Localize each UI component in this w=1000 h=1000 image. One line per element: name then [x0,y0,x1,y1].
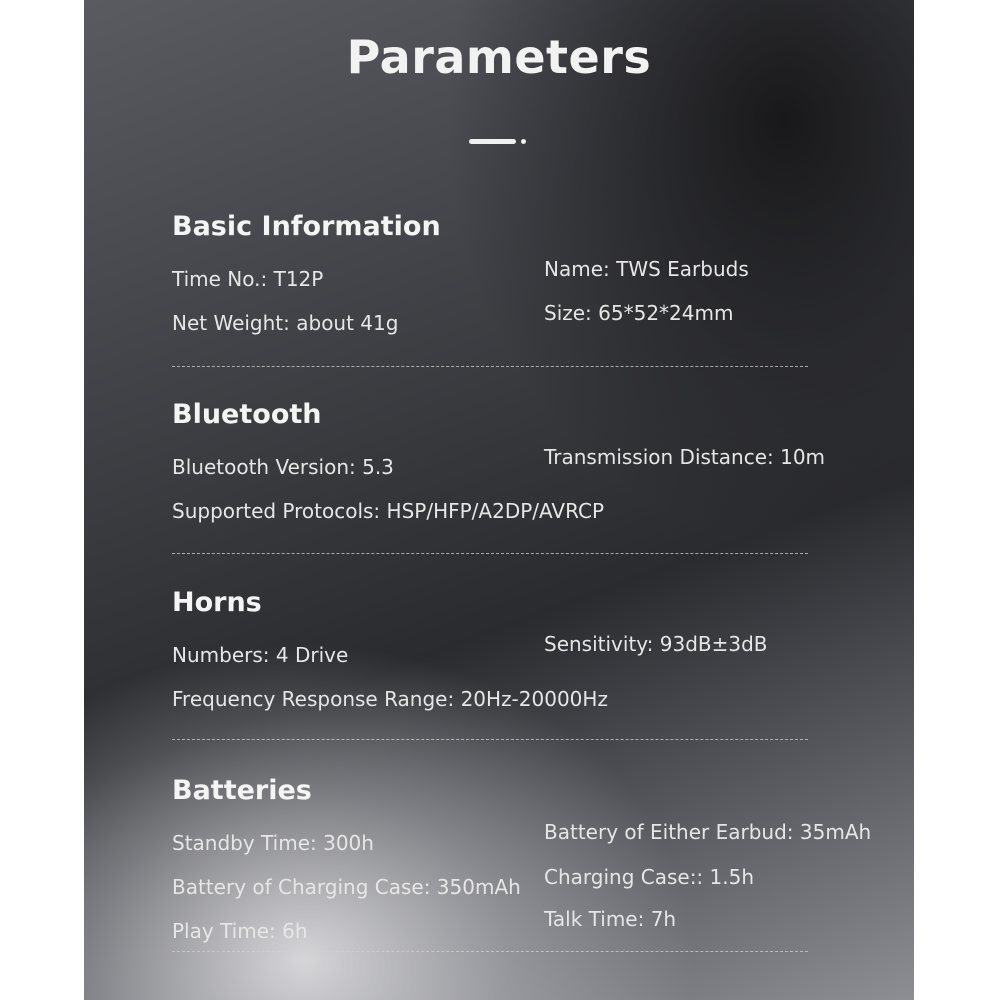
spec-charging-case-battery: Battery of Charging Case: 350mAh [172,875,521,899]
spec-numbers: Numbers: 4 Drive [172,643,349,667]
section-heading-horns: Horns [172,587,262,618]
section-divider [172,366,808,367]
spec-play-time: Play Time: 6h [172,919,308,943]
spec-charging-case-time: Charging Case:: 1.5h [544,865,755,889]
spec-sensitivity: Sensitivity: 93dB±3dB [544,632,768,656]
section-divider [172,553,808,554]
spec-name: Name: TWS Earbuds [544,257,749,281]
section-heading-bluetooth: Bluetooth [172,399,322,430]
spec-time-no: Time No.: T12P [172,267,324,291]
title-divider [469,139,529,145]
section-divider [172,739,808,740]
spec-transmission-distance: Transmission Distance: 10m [544,445,826,469]
spec-earbud-battery: Battery of Either Earbud: 35mAh [544,820,872,844]
page-title: Parameters [346,30,652,84]
divider-bar [469,139,516,144]
spec-net-weight: Net Weight: about 41g [172,311,399,335]
spec-panel [84,0,914,1000]
spec-supported-protocols: Supported Protocols: HSP/HFP/A2DP/AVRCP [172,499,605,523]
spec-bluetooth-version: Bluetooth Version: 5.3 [172,455,394,479]
spec-size: Size: 65*52*24mm [544,301,734,325]
divider-dot [521,139,526,144]
spec-talk-time: Talk Time: 7h [544,907,677,931]
spec-standby-time: Standby Time: 300h [172,831,374,855]
spec-frequency-response: Frequency Response Range: 20Hz-20000Hz [172,687,608,711]
section-heading-batteries: Batteries [172,775,312,806]
section-divider [172,951,808,952]
section-heading-basic-information: Basic Information [172,211,441,242]
